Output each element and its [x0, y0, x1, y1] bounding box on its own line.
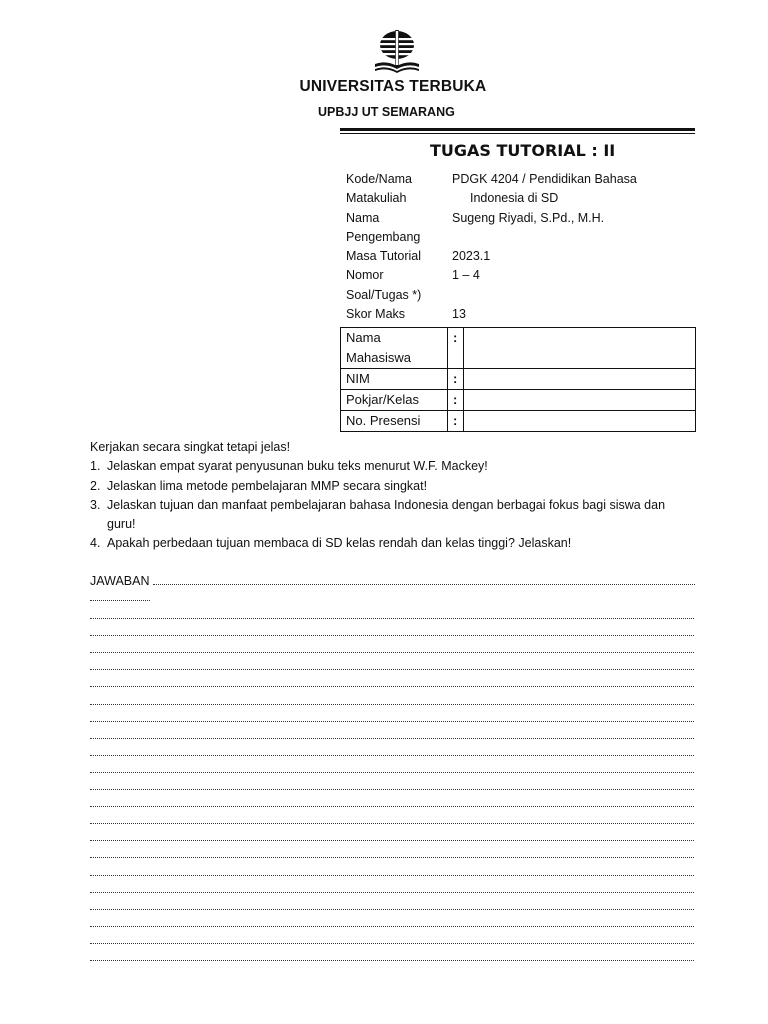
info-key: Soal/Tugas *) — [346, 287, 422, 302]
dotted-line[interactable] — [90, 669, 694, 670]
info-value — [452, 286, 692, 305]
dotted-line[interactable] — [90, 823, 694, 824]
question-item — [90, 477, 690, 496]
header-rule-thin — [340, 133, 695, 134]
question-number: 2. — [90, 478, 101, 493]
document-title: TUGAS TUTORIAL : II — [430, 141, 616, 160]
table-row — [341, 328, 696, 369]
colon: : — [448, 369, 464, 390]
question-number: 4. — [90, 536, 101, 551]
pokjar-kelas-label: Pokjar/Kelas — [341, 390, 448, 411]
dotted-line[interactable] — [90, 926, 694, 927]
question-item — [90, 496, 690, 535]
table-row — [341, 369, 696, 390]
dotted-line[interactable] — [90, 738, 694, 739]
question-text — [107, 457, 488, 476]
info-value: 13 — [452, 307, 466, 322]
dotted-line[interactable] — [90, 960, 694, 961]
dotted-line[interactable] — [90, 600, 150, 601]
info-key: Kode/Nama — [346, 172, 413, 186]
dotted-line[interactable] — [90, 704, 694, 705]
question-line: Jelaskan lima metode pembelajaran MMP secara singkat! — [107, 478, 428, 493]
pokjar-kelas-field[interactable] — [464, 390, 696, 411]
question-line: Jelaskan empat syarat penyusunan buku teks menurut W.F. Mackey! — [107, 459, 488, 474]
no-presensi-field[interactable] — [464, 411, 696, 432]
dotted-line[interactable] — [90, 618, 694, 619]
info-row — [346, 170, 710, 189]
info-row — [346, 228, 710, 247]
label-line: Nama — [346, 330, 381, 345]
answer-label: JAWABAN — [90, 574, 150, 588]
question-line: Apakah perbedaan tujuan membaca di SD kelas rendah dan kelas tinggi? Jelaskan! — [107, 536, 572, 551]
info-value — [452, 228, 692, 247]
dotted-line[interactable] — [90, 635, 694, 636]
info-key: Matakuliah — [346, 191, 407, 206]
dotted-line[interactable] — [90, 892, 694, 893]
info-value: 2023.1 — [452, 249, 491, 264]
dotted-line[interactable] — [90, 686, 694, 687]
question-text — [107, 477, 427, 496]
info-value: Sugeng Riyadi, S.Pd., M.H. — [452, 210, 605, 225]
question-line: Jelaskan tujuan dan manfaat pembelajaran bahasa Indonesia dengan berbagai fokus bagi siswa dan — [107, 497, 666, 512]
student-name-field[interactable] — [464, 328, 696, 369]
nim-label: NIM — [341, 369, 448, 390]
colon: : — [448, 390, 464, 411]
info-key: Skor Maks — [346, 307, 406, 322]
info-key: Nama — [346, 210, 380, 225]
info-row — [346, 266, 710, 285]
question-line: guru! — [107, 517, 136, 532]
info-key: Nomor — [346, 268, 384, 283]
dotted-line[interactable] — [90, 652, 694, 653]
question-number: 1. — [90, 459, 101, 474]
universitas-terbuka-logo — [371, 30, 423, 78]
nim-field[interactable] — [464, 369, 696, 390]
colon: : — [448, 411, 464, 432]
question-number: 3. — [90, 497, 101, 512]
info-row — [346, 209, 710, 228]
answer-first-line — [90, 572, 695, 588]
dotted-line[interactable] — [90, 755, 694, 756]
dotted-line[interactable] — [90, 789, 694, 790]
info-row — [346, 305, 710, 324]
university-name: UNIVERSITAS TERBUKA — [299, 78, 487, 95]
info-row — [346, 189, 710, 208]
info-value: Indonesia di SD — [470, 191, 559, 206]
question-item — [90, 534, 690, 553]
info-row — [346, 286, 710, 305]
colon: : — [448, 328, 464, 369]
student-name-label — [341, 328, 448, 369]
info-value: 1 – 4 — [452, 268, 480, 283]
info-key: Pengembang — [346, 229, 421, 244]
dotted-line[interactable] — [90, 909, 694, 910]
dotted-line[interactable] — [90, 772, 694, 773]
question-item — [90, 457, 690, 476]
question-list — [90, 457, 690, 553]
table-row — [341, 411, 696, 432]
no-presensi-label: No. Presensi — [341, 411, 448, 432]
dotted-line[interactable] — [153, 584, 696, 585]
label-line: Mahasiswa — [346, 350, 412, 365]
dotted-line[interactable] — [90, 857, 694, 858]
answer-section — [90, 572, 695, 588]
question-text — [107, 534, 571, 553]
dotted-line[interactable] — [90, 721, 694, 722]
info-key: Masa Tutorial — [346, 249, 422, 264]
header-rule-thick — [340, 128, 695, 131]
unit-name: UPBJJ UT SEMARANG — [318, 105, 455, 119]
dotted-line[interactable] — [90, 943, 694, 944]
info-value: PDGK 4204 / Pendidikan Bahasa — [452, 172, 637, 186]
dotted-line[interactable] — [90, 875, 694, 876]
info-row — [346, 247, 710, 266]
question-text — [107, 496, 665, 535]
instructions — [90, 438, 690, 554]
dotted-line[interactable] — [90, 806, 694, 807]
table-row — [341, 390, 696, 411]
dotted-line[interactable] — [90, 840, 694, 841]
course-info — [346, 170, 710, 324]
instructions-intro: Kerjakan secara singkat tetapi jelas! — [90, 440, 291, 454]
student-identity-table — [340, 327, 696, 432]
